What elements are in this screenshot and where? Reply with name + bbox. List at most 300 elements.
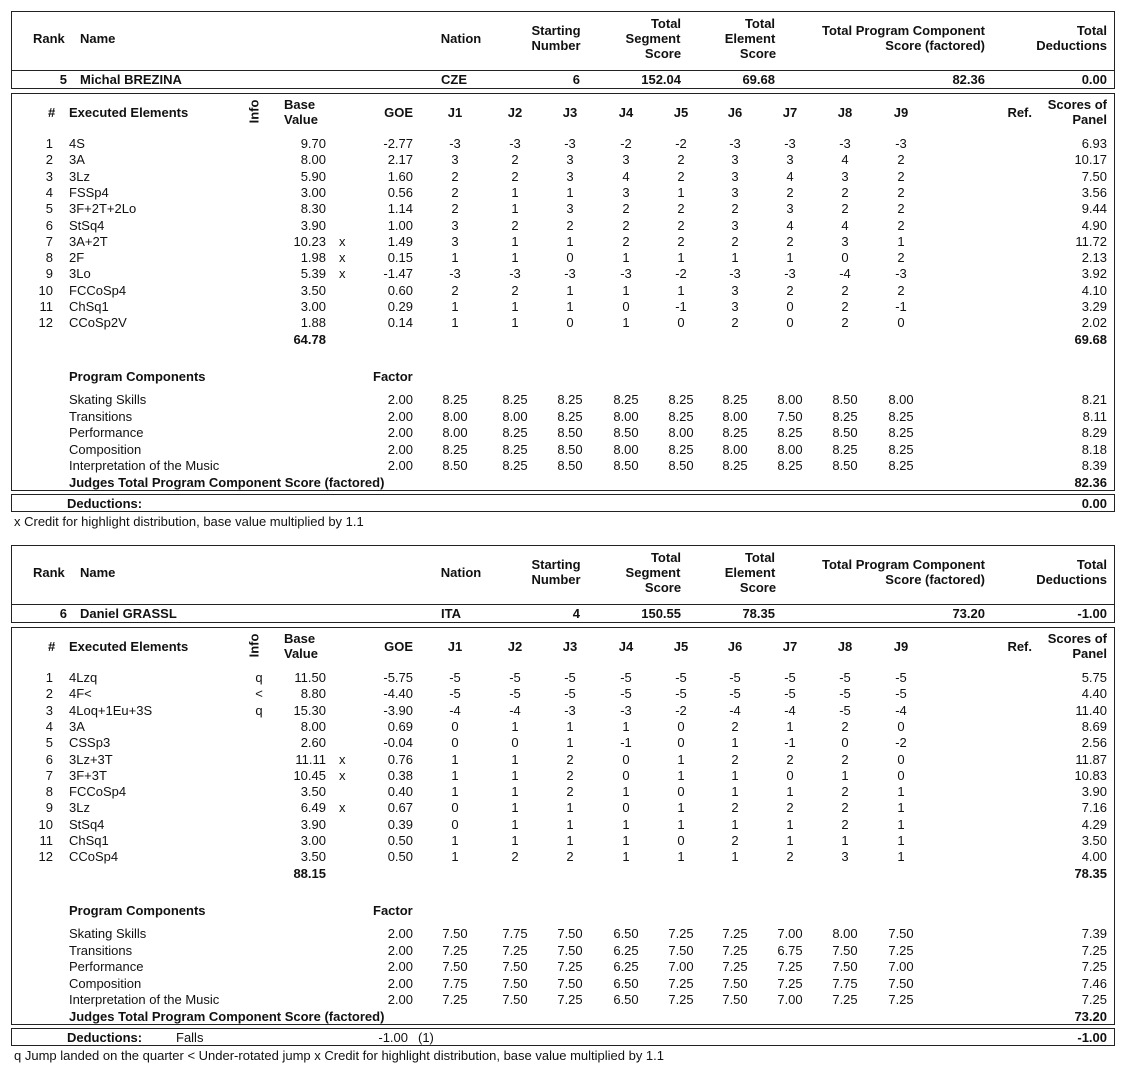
component-judge-score: 8.50 <box>557 458 583 474</box>
judge-score: -2 <box>675 266 687 282</box>
component-judge-score: 8.00 <box>502 408 528 424</box>
component-judge-score: 7.00 <box>777 926 803 941</box>
component-judge-score: 7.25 <box>888 942 914 958</box>
element-base-value: 8.80 <box>300 686 326 702</box>
judge-score: 2 <box>451 201 459 217</box>
judge-score: 2 <box>897 152 905 168</box>
judge-score: 0 <box>786 299 794 314</box>
judge-score: 1 <box>622 816 630 832</box>
element-code: ChSq1 <box>69 299 109 314</box>
component-judge-score: 8.00 <box>442 425 468 441</box>
judge-score: 2 <box>566 784 574 800</box>
element-base-value: 10.23 <box>293 233 326 249</box>
component-judge-score: 8.00 <box>777 392 803 407</box>
component-judge-score: 8.25 <box>832 441 858 457</box>
element-base-value: 5.90 <box>300 168 326 184</box>
judge-score: 3 <box>841 233 849 249</box>
component-name: Skating Skills <box>69 926 147 941</box>
element-code: CCoSp2V <box>69 315 127 331</box>
element-code: 3Lz <box>69 800 90 816</box>
judge-score: -5 <box>729 670 741 685</box>
tes-value: 78.35 <box>742 606 775 621</box>
component-judge-score: 7.00 <box>777 992 803 1008</box>
element-number: 2 <box>45 152 53 168</box>
judge-score: -5 <box>620 670 632 685</box>
element-code: 3F+2T+2Lo <box>69 201 137 217</box>
nation-value: ITA <box>441 606 461 621</box>
element-number: 9 <box>45 800 53 816</box>
element-number: 10 <box>38 816 53 832</box>
scores-of-panel-label: Panel <box>1072 112 1107 127</box>
judge-score: 2 <box>511 849 519 865</box>
element-panel-score: 11.87 <box>1075 751 1107 767</box>
judge-score: 2 <box>677 217 685 233</box>
element-number: 8 <box>45 250 53 266</box>
starting-number-label: Starting <box>531 23 581 38</box>
component-judge-score: 8.00 <box>613 441 639 457</box>
judge-score: -5 <box>784 686 796 702</box>
component-factor: 2.00 <box>387 975 413 991</box>
judge-score: 2 <box>841 315 849 331</box>
tss-label: Score <box>644 46 682 61</box>
judge-score: 1 <box>897 800 905 816</box>
element-goe: -3.90 <box>383 702 413 718</box>
judge-score: 2 <box>841 718 849 734</box>
judge-score: 1 <box>566 299 574 314</box>
element-base-value: 3.00 <box>300 833 326 848</box>
judge-score: 2 <box>897 282 905 298</box>
element-base-value: 3.50 <box>300 282 326 298</box>
element-code: CSSp3 <box>69 735 111 751</box>
judge-score: 1 <box>511 201 519 217</box>
judge-score: -4 <box>729 702 741 718</box>
judge-label: J2 <box>507 105 523 120</box>
judge-score: -5 <box>839 686 851 702</box>
element-x-mark: x <box>339 250 346 266</box>
judge-score: 0 <box>622 299 630 314</box>
component-score: 8.29 <box>1081 425 1107 441</box>
component-judge-score: 7.25 <box>722 959 748 975</box>
judge-score: 2 <box>841 751 849 767</box>
component-judge-score: 7.50 <box>832 942 858 958</box>
judge-score: 3 <box>622 184 630 200</box>
total-deductions-value: 0.00 <box>1081 72 1107 87</box>
judge-score: -2 <box>620 136 632 151</box>
component-score: 8.18 <box>1081 441 1107 457</box>
component-score: 8.11 <box>1082 408 1107 424</box>
judge-score: 1 <box>731 849 739 865</box>
judge-score: 1 <box>731 735 739 751</box>
component-judge-score: 8.25 <box>557 392 583 407</box>
starting-number-label: Number <box>531 572 581 587</box>
judge-score: -2 <box>895 735 907 751</box>
pcs-label: Score (factored) <box>885 572 985 587</box>
pcs-value: 73.20 <box>952 606 985 621</box>
judge-score: 1 <box>897 233 905 249</box>
rank-value: 5 <box>59 72 67 87</box>
component-judge-score: 8.00 <box>613 408 639 424</box>
judge-score: 1 <box>897 833 905 848</box>
judge-score: 1 <box>451 849 459 865</box>
judge-score: 4 <box>841 217 849 233</box>
scores-of-panel-label: Scores of <box>1047 97 1107 112</box>
tss-label: Score <box>644 580 682 595</box>
ref-label: Ref. <box>1007 639 1032 654</box>
component-judge-score: 6.25 <box>613 942 639 958</box>
component-judge-score: 8.25 <box>777 425 803 441</box>
judge-score: -1 <box>784 735 796 751</box>
judge-score: 1 <box>511 767 519 783</box>
component-judge-score: 8.00 <box>442 408 468 424</box>
judge-score: 0 <box>677 784 685 800</box>
judge-score: 2 <box>786 282 794 298</box>
judge-score: 0 <box>451 735 459 751</box>
element-panel-score: 5.75 <box>1081 670 1107 685</box>
deductions-row-label: Deductions: <box>67 496 143 511</box>
element-base-value: 10.45 <box>293 767 326 783</box>
element-base-value: 8.30 <box>300 201 326 217</box>
judge-score: -5 <box>564 686 576 702</box>
component-judge-score: 6.25 <box>613 959 639 975</box>
judge-score: 3 <box>451 217 459 233</box>
component-judge-score: 8.25 <box>722 425 748 441</box>
tes-label: Element <box>724 31 776 46</box>
judge-score: 2 <box>566 767 574 783</box>
component-judge-score: 7.00 <box>888 959 914 975</box>
component-judge-score: 7.25 <box>832 992 858 1008</box>
element-base-value: 3.90 <box>300 217 326 233</box>
judge-score: 2 <box>897 201 905 217</box>
judge-score: 3 <box>731 168 739 184</box>
element-number: 1 <box>45 670 53 685</box>
component-judge-score: 7.25 <box>888 992 914 1008</box>
judge-score: 1 <box>622 250 630 266</box>
judge-score: 0 <box>677 735 685 751</box>
element-base-value: 11.50 <box>294 670 326 685</box>
element-panel-score: 4.00 <box>1081 849 1107 865</box>
component-name: Transitions <box>69 942 133 958</box>
judge-score: 1 <box>511 751 519 767</box>
component-judge-score: 8.25 <box>668 408 694 424</box>
judge-label: J8 <box>837 639 853 654</box>
starting-number-label: Starting <box>531 557 581 572</box>
element-code: StSq4 <box>69 217 105 233</box>
judge-score: -3 <box>895 136 907 151</box>
component-judge-score: 7.25 <box>722 926 748 941</box>
judge-score: 1 <box>511 800 519 816</box>
element-panel-score: 2.02 <box>1081 315 1107 331</box>
judge-label: J6 <box>727 639 743 654</box>
judge-score: -5 <box>509 686 521 702</box>
element-code: 3A+2T <box>69 233 108 249</box>
element-code: CCoSp4 <box>69 849 119 865</box>
judge-score: 1 <box>841 833 849 848</box>
component-judge-score: 8.25 <box>502 458 528 474</box>
judge-score: 2 <box>731 718 739 734</box>
element-base-value: 3.50 <box>300 784 326 800</box>
judge-score: -3 <box>620 266 632 282</box>
judge-label: J9 <box>893 639 909 654</box>
judge-label: J1 <box>447 105 463 120</box>
judge-score: 1 <box>677 800 685 816</box>
component-judge-score: 8.50 <box>832 425 858 441</box>
element-x-mark: x <box>339 751 346 767</box>
judge-score: -4 <box>784 702 796 718</box>
component-judge-score: 8.50 <box>832 392 858 407</box>
judge-score: 1 <box>566 816 574 832</box>
judge-score: 3 <box>731 299 739 314</box>
component-judge-score: 8.25 <box>613 392 639 407</box>
judge-score: 2 <box>786 800 794 816</box>
judge-score: 4 <box>841 152 849 168</box>
tes-label: Score <box>739 580 777 595</box>
component-judge-score: 7.50 <box>888 926 914 941</box>
element-panel-score: 3.56 <box>1081 184 1107 200</box>
executed-elements-label: Executed Elements <box>69 639 189 654</box>
element-base-value: 5.39 <box>300 266 326 282</box>
element-panel-score: 4.29 <box>1081 816 1107 832</box>
element-panel-score: 6.93 <box>1081 136 1107 151</box>
judge-label: J3 <box>562 105 578 120</box>
judge-label: J7 <box>782 639 798 654</box>
element-info: q <box>255 702 263 718</box>
element-number: 7 <box>45 767 53 783</box>
starting-number-label: Number <box>531 38 581 53</box>
element-number: 6 <box>45 751 53 767</box>
element-number: 12 <box>38 849 53 865</box>
component-judge-score: 8.00 <box>888 392 914 407</box>
judge-score: 1 <box>677 250 685 266</box>
judge-score: -4 <box>509 702 521 718</box>
component-name: Interpretation of the Music <box>69 992 220 1008</box>
judge-score: 2 <box>731 233 739 249</box>
component-judge-score: 7.50 <box>722 975 748 991</box>
judge-score: 3 <box>451 152 459 168</box>
component-score: 7.39 <box>1081 926 1107 941</box>
element-goe: 0.56 <box>387 184 413 200</box>
judge-score: 1 <box>511 833 519 848</box>
name-label: Name <box>80 31 116 46</box>
element-code: 4S <box>69 136 85 151</box>
component-judge-score: 8.50 <box>668 458 694 474</box>
component-judge-score: 8.50 <box>557 425 583 441</box>
judge-score: 1 <box>622 833 630 848</box>
element-goe: 0.39 <box>387 816 413 832</box>
component-judge-score: 8.25 <box>502 425 528 441</box>
judge-score: 2 <box>622 233 630 249</box>
component-score: 8.39 <box>1081 458 1107 474</box>
judge-score: 3 <box>731 217 739 233</box>
judge-label: J7 <box>782 105 798 120</box>
element-number: 11 <box>39 299 53 314</box>
element-base-value: 3.00 <box>300 299 326 314</box>
judge-score: 2 <box>677 152 685 168</box>
judge-score: 1 <box>677 282 685 298</box>
component-judge-score: 8.00 <box>722 441 748 457</box>
element-base-value: 6.49 <box>300 800 326 816</box>
element-code: 2F <box>69 250 85 266</box>
tss-label: Total <box>650 550 682 565</box>
judge-score: 0 <box>451 800 459 816</box>
element-goe: 0.76 <box>387 751 413 767</box>
judge-label: J8 <box>837 105 853 120</box>
deductions-label: Total <box>1076 557 1107 572</box>
judge-score: 1 <box>451 751 459 767</box>
element-goe: -2.77 <box>383 136 413 151</box>
judge-score: -3 <box>509 266 521 282</box>
element-goe: -4.40 <box>383 686 413 702</box>
element-number: 6 <box>45 217 53 233</box>
element-code: FCCoSp4 <box>69 282 127 298</box>
base-value-label: Value <box>284 646 318 661</box>
element-goe: 0.29 <box>387 299 413 314</box>
judge-score: 2 <box>841 299 849 314</box>
component-judge-score: 7.50 <box>722 992 748 1008</box>
judge-score: -3 <box>509 136 521 151</box>
base-value-total: 64.78 <box>293 331 326 347</box>
judge-score: 1 <box>786 784 794 800</box>
element-panel-score: 7.50 <box>1081 168 1107 184</box>
element-base-value: 3.00 <box>300 184 326 200</box>
judge-label: J2 <box>507 639 523 654</box>
name-label: Name <box>80 565 116 580</box>
judge-score: 2 <box>622 201 630 217</box>
element-goe: 0.14 <box>387 315 413 331</box>
judge-score: 2 <box>841 800 849 816</box>
judge-score: -5 <box>449 686 461 702</box>
goe-label: GOE <box>384 639 413 654</box>
element-code: 4Loq+1Eu+3S <box>69 702 153 718</box>
ref-label: Ref. <box>1007 105 1032 120</box>
component-judge-score: 7.50 <box>502 975 528 991</box>
component-judge-score: 8.00 <box>668 425 694 441</box>
judge-score: 1 <box>451 315 459 331</box>
judge-score: 0 <box>677 833 685 848</box>
element-goe: 1.60 <box>387 168 413 184</box>
component-judge-score: 7.25 <box>668 926 694 941</box>
element-goe: 0.60 <box>387 282 413 298</box>
judge-score: -3 <box>564 702 576 718</box>
element-goe: 0.15 <box>387 250 413 266</box>
judges-total-pcs-label: Judges Total Program Component Score (factored) <box>69 1009 385 1024</box>
component-judge-score: 8.25 <box>502 441 528 457</box>
judge-score: 3 <box>731 184 739 200</box>
judge-score: -5 <box>509 670 521 685</box>
judge-score: 3 <box>786 201 794 217</box>
judge-score: 3 <box>566 168 574 184</box>
element-base-value: 9.70 <box>300 136 326 151</box>
element-number: 8 <box>45 784 53 800</box>
element-goe: 0.69 <box>387 718 413 734</box>
component-judge-score: 8.25 <box>668 392 694 407</box>
judge-score: 0 <box>841 250 849 266</box>
skater-name: Michal BREZINA <box>80 72 182 87</box>
element-info: < <box>255 686 263 702</box>
element-number: 9 <box>45 266 53 282</box>
element-code: 3Lo <box>69 266 91 282</box>
judge-score: 3 <box>786 152 794 168</box>
component-factor: 2.00 <box>387 392 413 407</box>
element-code: ChSq1 <box>69 833 109 848</box>
element-panel-score: 3.90 <box>1081 784 1107 800</box>
component-judge-score: 7.75 <box>502 926 528 941</box>
judge-score: 0 <box>511 735 519 751</box>
judge-score: 1 <box>451 767 459 783</box>
judge-score: 0 <box>897 718 905 734</box>
judge-score: -3 <box>729 136 741 151</box>
element-base-value: 8.00 <box>300 718 326 734</box>
component-judge-score: 8.00 <box>722 408 748 424</box>
element-number: 3 <box>45 702 53 718</box>
component-judge-score: 7.50 <box>668 942 694 958</box>
judge-score: 0 <box>677 718 685 734</box>
deductions-row-label: Deductions: <box>67 1030 143 1045</box>
tss-value: 152.04 <box>641 72 681 87</box>
judge-score: 0 <box>622 767 630 783</box>
judge-score: -3 <box>895 266 907 282</box>
judge-score: 0 <box>897 751 905 767</box>
element-number: 12 <box>38 315 53 331</box>
judge-score: 1 <box>511 784 519 800</box>
judge-score: -5 <box>564 670 576 685</box>
component-judge-score: 8.25 <box>722 392 748 407</box>
component-judge-score: 7.50 <box>502 992 528 1008</box>
nation-value: CZE <box>441 72 467 87</box>
element-code: 3Lz <box>69 168 90 184</box>
judge-score: 1 <box>731 250 739 266</box>
pcs-label: Total Program Component <box>822 23 985 38</box>
judge-score: -4 <box>839 266 851 282</box>
judge-score: 2 <box>451 184 459 200</box>
factor-label: Factor <box>373 903 413 918</box>
judge-score: 1 <box>677 751 685 767</box>
judge-score: -1 <box>675 299 687 314</box>
component-judge-score: 7.50 <box>557 926 583 941</box>
judge-score: 2 <box>897 184 905 200</box>
element-goe: 0.38 <box>387 767 413 783</box>
judge-score: -5 <box>895 670 907 685</box>
judge-score: 0 <box>622 751 630 767</box>
element-code: 3Lz+3T <box>69 751 113 767</box>
component-judge-score: 7.25 <box>442 942 468 958</box>
judge-score: 1 <box>731 767 739 783</box>
element-panel-score: 7.16 <box>1081 800 1107 816</box>
component-factor: 2.00 <box>387 959 413 975</box>
element-panel-score: 2.13 <box>1081 250 1107 266</box>
judge-score: 3 <box>731 282 739 298</box>
judge-score: 1 <box>622 315 630 331</box>
judge-label: J3 <box>562 639 578 654</box>
base-value-label: Base <box>284 97 316 112</box>
component-name: Transitions <box>69 408 133 424</box>
deduction-type: Falls <box>176 1030 204 1045</box>
judge-score: -5 <box>839 702 851 718</box>
component-judge-score: 7.25 <box>777 975 803 991</box>
element-x-mark: x <box>339 800 346 816</box>
component-factor: 2.00 <box>387 408 413 424</box>
element-number-label: # <box>48 105 56 120</box>
judge-score: 1 <box>786 833 794 848</box>
rank-label: Rank <box>33 565 65 580</box>
component-name: Interpretation of the Music <box>69 458 220 474</box>
judge-score: 1 <box>451 833 459 848</box>
element-number: 10 <box>38 282 53 298</box>
rank-value: 6 <box>59 606 67 621</box>
judges-total-pcs-value: 82.36 <box>1074 475 1107 490</box>
nation-label: Nation <box>440 31 482 46</box>
judge-score: -5 <box>675 670 687 685</box>
panel-score-total: 78.35 <box>1074 865 1107 881</box>
